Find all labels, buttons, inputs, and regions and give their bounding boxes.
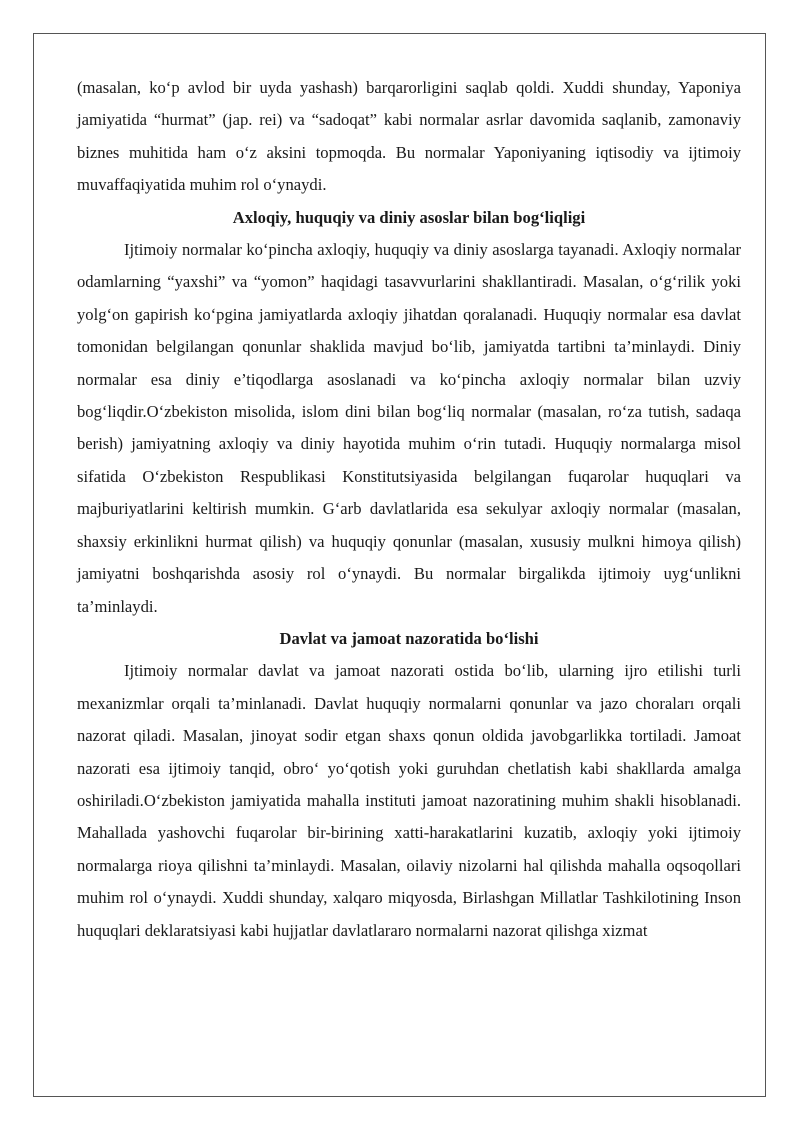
- section-heading-control: Davlat va jamoat nazoratida bo‘lishi: [279, 628, 539, 648]
- document-body: [77, 72, 741, 947]
- paragraph-continuation: (masalan, ko‘p avlod bir uyda yashash) barqarorligini saqlab qoldi. Xuddi shunday, Yaponiya jamiyatida “hurmat” (jap. rei) va “sadoqat” kabi normalar asrlar davomida saqlanib, zamonaviy biznes muhitida ham o‘z aksini topmoqda. Bu normalar Yaponiyaning iqtisodiy va ijtimoiy muvaffaqiyatida muhim rol o‘ynaydi.: [77, 78, 741, 195]
- section-heading-foundations: Axloqiy, huquqiy va diniy asoslar bilan bog‘liqligi: [232, 207, 586, 227]
- paragraph-control: Ijtimoiy normalar davlat va jamoat nazorati ostida bo‘lib, ularning ijro etilishi turli mexanizmlar orqali ta’minlanadi. Davlat huquqiy normalarni qonunlar va jazo choraları orqali nazorat qiladi. Masalan, jinoyat sodir etgan shaxs qonun oldida javobgarlikka tortiladi. Jamoat nazorati esa ijtimoiy tanqid, obro‘ yo‘qotish yoki guruhdan chetlatish kabi shakllarda amalga oshiriladi.O‘zbekiston jamiyatida mahalla instituti jamoat nazoratining muhim shakli hisoblanadi. Mahallada yashovchi fuqarolar bir-birining xatti-harakatlarini kuzatib, axloqiy yoki ijtimoiy normalarga rioya qilishni ta’minlaydi. Masalan, oilaviy nizolarni hal qilishda mahalla oqsoqollari muhim rol o‘ynaydi. Xuddi shunday, xalqaro miqyosda, Birlashgan Millatlar Tashkilotining Inson huquqlari deklaratsiyasi kabi hujjatlar davlatlararo normalarni nazorat qilishga xizmat: [77, 661, 741, 940]
- paragraph-foundations: Ijtimoiy normalar ko‘pincha axloqiy, huquqiy va diniy asoslarga tayanadi. Axloqiy normalar odamlarning “yaxshi” va “yomon” haqidagi tasavvurlarini shakllantiradi. Masalan, o‘g‘rilik yoki yolg‘on gapirish ko‘pgina jamiyatlarda axloqiy jihatdan qoralanadi. Huquqiy normalar esa davlat tomonidan belgilangan qonunlar shaklida mavjud bo‘lib, jamiyatda tartibni ta’minlaydi. Diniy normalar esa diniy e’tiqodlarga asoslanadi va ko‘pincha axloqiy normalar bilan uzviy bog‘liqdir.O‘zbekiston misolida, islom dini bilan bog‘liq normalar (masalan, ro‘za tutish, sadaqa berish) jamiyatning axloqiy va diniy hayotida muhim o‘rin tutadi. Huquqiy normalarga misol sifatida O‘zbekiston Respublikasi Konstitutsiyasida belgilangan fuqarolar huquqlari va majburiyatlarini keltirish mumkin. G‘arb davlatlarida esa sekulyar axloqiy normalar (masalan, shaxsiy erkinlikni hurmat qilish) va huquqiy qonunlar (masalan, xususiy mulkni himoya qilish) jamiyatni boshqarishda asosiy rol o‘ynaydi. Bu normalar birgalikda ijtimoiy uyg‘unlikni ta’minlaydi.: [77, 240, 741, 616]
